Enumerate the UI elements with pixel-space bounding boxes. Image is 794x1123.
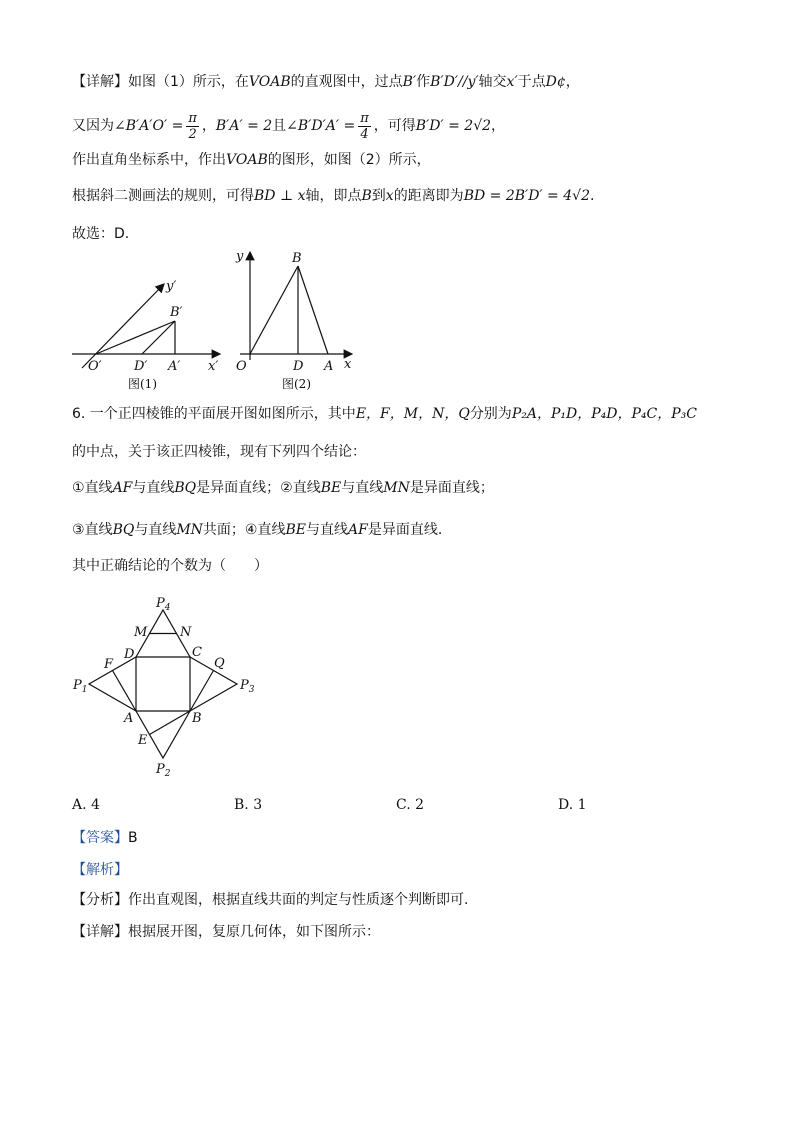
math: BD ⊥ x [254, 188, 306, 204]
y-axis-prime [82, 284, 164, 368]
segment-OB [250, 266, 298, 354]
text: 且 [272, 118, 287, 134]
text: 的距离即为 [393, 188, 464, 204]
text: 轴，即点 [305, 188, 362, 204]
label-D: D [124, 647, 135, 662]
math: B [361, 188, 372, 204]
label-P3: $P_3$ [240, 678, 255, 695]
square-base [136, 657, 190, 711]
label-A: A [124, 711, 134, 726]
text: 根据斜二测画法的规则，可得 [72, 188, 254, 204]
text: 于点 [517, 74, 546, 90]
math: BQ [112, 522, 135, 538]
math: ∠B′D′A′ = [286, 118, 356, 134]
label-B: B [292, 251, 302, 266]
segment-BA [298, 266, 328, 354]
text: 6. 一个正四棱锥的平面展开图如图所示，其中 [72, 406, 356, 422]
text: 与直线 [132, 480, 175, 496]
text: 作出直角坐标系中，作出 [72, 152, 226, 168]
text: 如图（1）所示，在 [128, 74, 249, 90]
label-y-prime: y′ [166, 279, 177, 294]
solution-line-2 [72, 106, 505, 146]
segment-OB [96, 321, 175, 354]
option-B: B. 3 [234, 797, 263, 813]
text: 与直线 [341, 480, 384, 496]
segment-DB [142, 321, 175, 354]
fenxi-line [72, 890, 468, 910]
solution-line-1 [72, 72, 580, 92]
text: ③直线 [72, 522, 113, 538]
label-A-prime: A′ [168, 359, 181, 374]
text: 是异面直线； [409, 480, 494, 496]
label-P2: $P_2$ [156, 762, 171, 779]
label-E: E [138, 733, 148, 748]
text: 分别为 [469, 406, 512, 422]
option-A: A. 4 [72, 797, 100, 813]
figure-2 [240, 252, 352, 360]
answer-tag: 【答案】 [72, 830, 128, 846]
math: AF [112, 480, 133, 496]
math: BE [320, 480, 342, 496]
option-D: D. 1 [558, 797, 587, 813]
detail-tag: 【详解】 [72, 74, 128, 90]
answer-value: B [128, 830, 138, 846]
math: B′A′ = 2 [215, 118, 273, 134]
text: ， [565, 74, 580, 90]
figure-1 [72, 284, 220, 368]
statement-1-2 [72, 478, 494, 498]
fenxi-text: 作出直观图，根据直线共面的判定与性质逐个判断即可. [128, 892, 469, 908]
label-O: O [236, 359, 247, 374]
label-A: A [324, 359, 334, 374]
text: 到 [371, 188, 386, 204]
label-P1: $P_1$ [73, 678, 88, 695]
question-prompt: 其中正确结论的个数为（ ） [72, 558, 268, 574]
text: ，可得 [373, 118, 416, 134]
math: BE [285, 522, 306, 538]
caption-figure-2: 图(2) [282, 377, 311, 391]
math: ∠B′A′O′ = [114, 118, 184, 134]
math: BD = 2B′D′ = 4√2 [463, 188, 590, 204]
solution-line-3 [72, 150, 431, 170]
fraction-pi-over-4 [358, 111, 371, 142]
math: AF [348, 522, 368, 538]
text: 与直线 [134, 522, 177, 538]
math: B′ [402, 74, 417, 90]
pyramid-net-diagram [66, 590, 266, 780]
xiangjie-line [72, 922, 380, 942]
text: ， [491, 118, 506, 134]
label-B-prime: B′ [170, 305, 183, 320]
denominator: 2 [188, 126, 197, 142]
text: 与直线 [306, 522, 348, 538]
label-x: x [344, 357, 352, 372]
math: VOAB [248, 74, 291, 90]
math: E，F，M，N，Q [355, 406, 470, 422]
text: 的图形，如图（2）所示， [267, 152, 431, 168]
caption-figure-1: 图(1) [128, 377, 157, 391]
math: B′D′ = 2√2 [415, 118, 492, 134]
xiangjie-text: 根据展开图，复原几何体，如下图所示： [128, 924, 380, 940]
choice-statement: 故选：D. [72, 226, 130, 242]
label-M: M [134, 625, 148, 640]
math: MN [176, 522, 203, 538]
label-F: F [104, 657, 114, 672]
label-O-prime: O′ [88, 359, 102, 374]
text: 轴交 [478, 74, 507, 90]
math: D¢ [545, 74, 566, 90]
text: 又因为 [72, 118, 114, 134]
math: x′ [506, 74, 518, 90]
math: VOAB [226, 152, 268, 168]
statement-3-4 [72, 520, 442, 540]
text: 作 [416, 74, 431, 90]
math: MN [383, 480, 410, 496]
text: ， [201, 118, 216, 134]
denominator: 4 [360, 126, 369, 142]
label-N: N [180, 625, 192, 640]
math: P₂A，P₁D，P₄D，P₄C，P₃C [511, 406, 697, 422]
analysis-tag: 【解析】 [72, 862, 128, 878]
question-6-line-1 [72, 404, 697, 424]
label-D: D [293, 359, 304, 374]
text: . [589, 188, 595, 204]
math: x [385, 188, 394, 204]
text: 是异面直线；②直线 [196, 480, 321, 496]
text: 的直观图中，过点 [290, 74, 403, 90]
question-6-line-2: 的中点，关于该正四棱锥，现有下列四个结论： [72, 444, 366, 460]
label-C: C [192, 645, 202, 660]
text: 是异面直线. [367, 522, 443, 538]
math: B′D′//y′ [430, 74, 479, 90]
label-y: y [236, 249, 244, 264]
label-x-prime: x′ [208, 359, 219, 374]
xiangjie-tag: 【详解】 [72, 924, 128, 940]
numerator: π [188, 110, 197, 126]
fraction-pi-over-2 [186, 111, 199, 142]
fenxi-tag: 【分析】 [72, 892, 128, 908]
figures-1-and-2 [60, 246, 380, 394]
label-Q: Q [214, 656, 225, 671]
answer-line [72, 828, 138, 848]
text: ①直线 [72, 480, 113, 496]
label-P4: $P_4$ [156, 596, 171, 613]
label-B: B [192, 711, 202, 726]
text: 共面；④直线 [202, 522, 286, 538]
solution-line-4 [72, 186, 594, 206]
label-D-prime: D′ [134, 359, 148, 374]
math: BQ [174, 480, 197, 496]
option-C: C. 2 [396, 797, 425, 813]
numerator: π [360, 110, 369, 126]
